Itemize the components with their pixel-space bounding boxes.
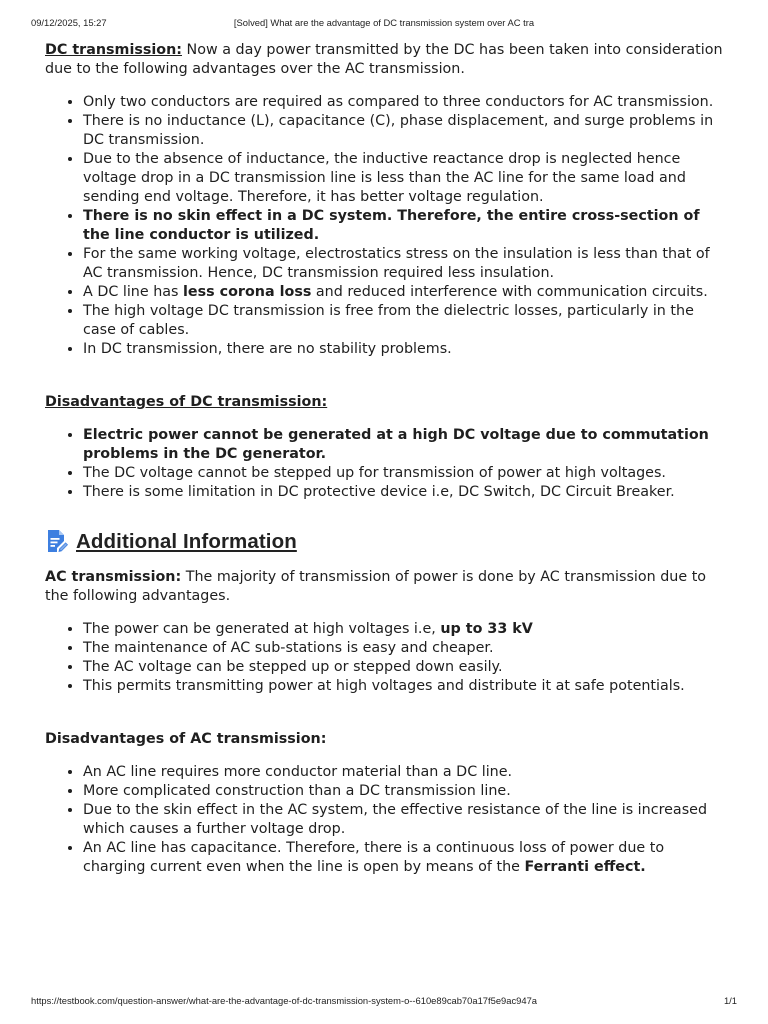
additional-information-title: Additional Information: [76, 529, 297, 553]
list-item-text: An AC line has capacitance. Therefore, there is a continuous loss of power due to charging current even when the line is open by means of the: [83, 840, 665, 875]
list-item-text: A DC line has: [83, 284, 184, 300]
dc-intro-paragraph: [45, 41, 730, 79]
additional-information-heading: [46, 526, 730, 556]
print-footer: [31, 995, 737, 1007]
list-item: [83, 426, 730, 464]
ac-intro-paragraph: [45, 568, 730, 606]
ac-advantages-list: [45, 620, 730, 696]
ac-intro-label: AC transmission:: [45, 569, 182, 585]
list-item: • The high voltage DC transmission is free from the dielectric losses, particularly in the case of cables.: [83, 302, 730, 340]
dc-disadvantages-heading-text: Disadvantages of DC transmission:: [45, 394, 328, 410]
page-number: 1/1: [723, 995, 737, 1006]
article-content: [45, 41, 730, 877]
dc-advantages-list: [45, 93, 730, 359]
list-item: • The maintenance of AC sub-stations is easy and cheaper.: [83, 639, 730, 658]
list-item: [83, 839, 730, 877]
ac-disadvantages-heading: [45, 730, 730, 749]
list-item: [83, 207, 730, 245]
list-item: • More complicated construction than a DC transmission line.: [83, 782, 730, 801]
print-header: [31, 17, 737, 29]
ac-disadvantages-list: [45, 763, 730, 877]
list-item-bold-text: There is no skin effect in a DC system. Therefore, the entire cross-section of the line conductor is utilized.: [83, 208, 700, 243]
list-item-bold-text: Electric power cannot be generated at a high DC voltage due to commutation problems in the DC generator.: [83, 427, 709, 462]
list-item: [83, 283, 730, 302]
dc-intro-label: DC transmission:: [45, 42, 182, 58]
list-item-bold-text: up to 33 kV: [440, 621, 533, 637]
page-url: https://testbook.com/question-answer/what-are-the-advantage-of-dc-transmission-system-o--610e89cab70a17f5e9ac947a: [31, 995, 538, 1006]
print-datetime: 09/12/2025, 15:27: [31, 17, 107, 28]
list-item: • Due to the skin effect in the AC system, the effective resistance of the line is increased which causes a further voltage drop.: [83, 801, 730, 839]
list-item: • Only two conductors are required as compared to three conductors for AC transmission.: [83, 93, 730, 112]
list-item: • In DC transmission, there are no stability problems.: [83, 340, 730, 359]
list-item-bold-text: Ferranti effect.: [524, 859, 646, 875]
dc-disadvantages-heading: [45, 393, 730, 412]
note-edit-icon: [46, 529, 68, 553]
list-item-text: The power can be generated at high voltages i.e,: [83, 621, 441, 637]
list-item: • There is no inductance (L), capacitance (C), phase displacement, and surge problems in DC transmission.: [83, 112, 730, 150]
list-item: • There is some limitation in DC protective device i.e, DC Switch, DC Circuit Breaker.: [83, 483, 730, 502]
ac-disadvantages-heading-text: Disadvantages of AC transmission:: [45, 731, 327, 747]
list-item: • For the same working voltage, electrostatics stress on the insulation is less than that of AC transmission. Hence, DC transmission required less insulation.: [83, 245, 730, 283]
print-page-title: [Solved] What are the advantage of DC transmission system over AC tra: [233, 17, 535, 28]
list-item-bold-text: less corona loss: [183, 284, 312, 300]
list-item: • Due to the absence of inductance, the inductive reactance drop is neglected hence voltage drop in a DC transmission line is less than the AC line for the same load and sending end voltage. Therefore, it has better voltage regulation.: [83, 150, 730, 207]
ac-intro-text: The majority of transmission of power is done by AC transmission due to the following advantages.: [45, 569, 707, 604]
list-item: [83, 620, 730, 639]
list-item: • An AC line requires more conductor material than a DC line.: [83, 763, 730, 782]
list-item: • This permits transmitting power at high voltages and distribute it at safe potentials.: [83, 677, 730, 696]
list-item: • The DC voltage cannot be stepped up for transmission of power at high voltages.: [83, 464, 730, 483]
dc-disadvantages-list: [45, 426, 730, 502]
dc-intro-text: Now a day power transmitted by the DC has been taken into consideration due to the following advantages over the AC transmission.: [45, 42, 723, 77]
list-item: • The AC voltage can be stepped up or stepped down easily.: [83, 658, 730, 677]
list-item-text: and reduced interference with communication circuits.: [311, 284, 708, 300]
